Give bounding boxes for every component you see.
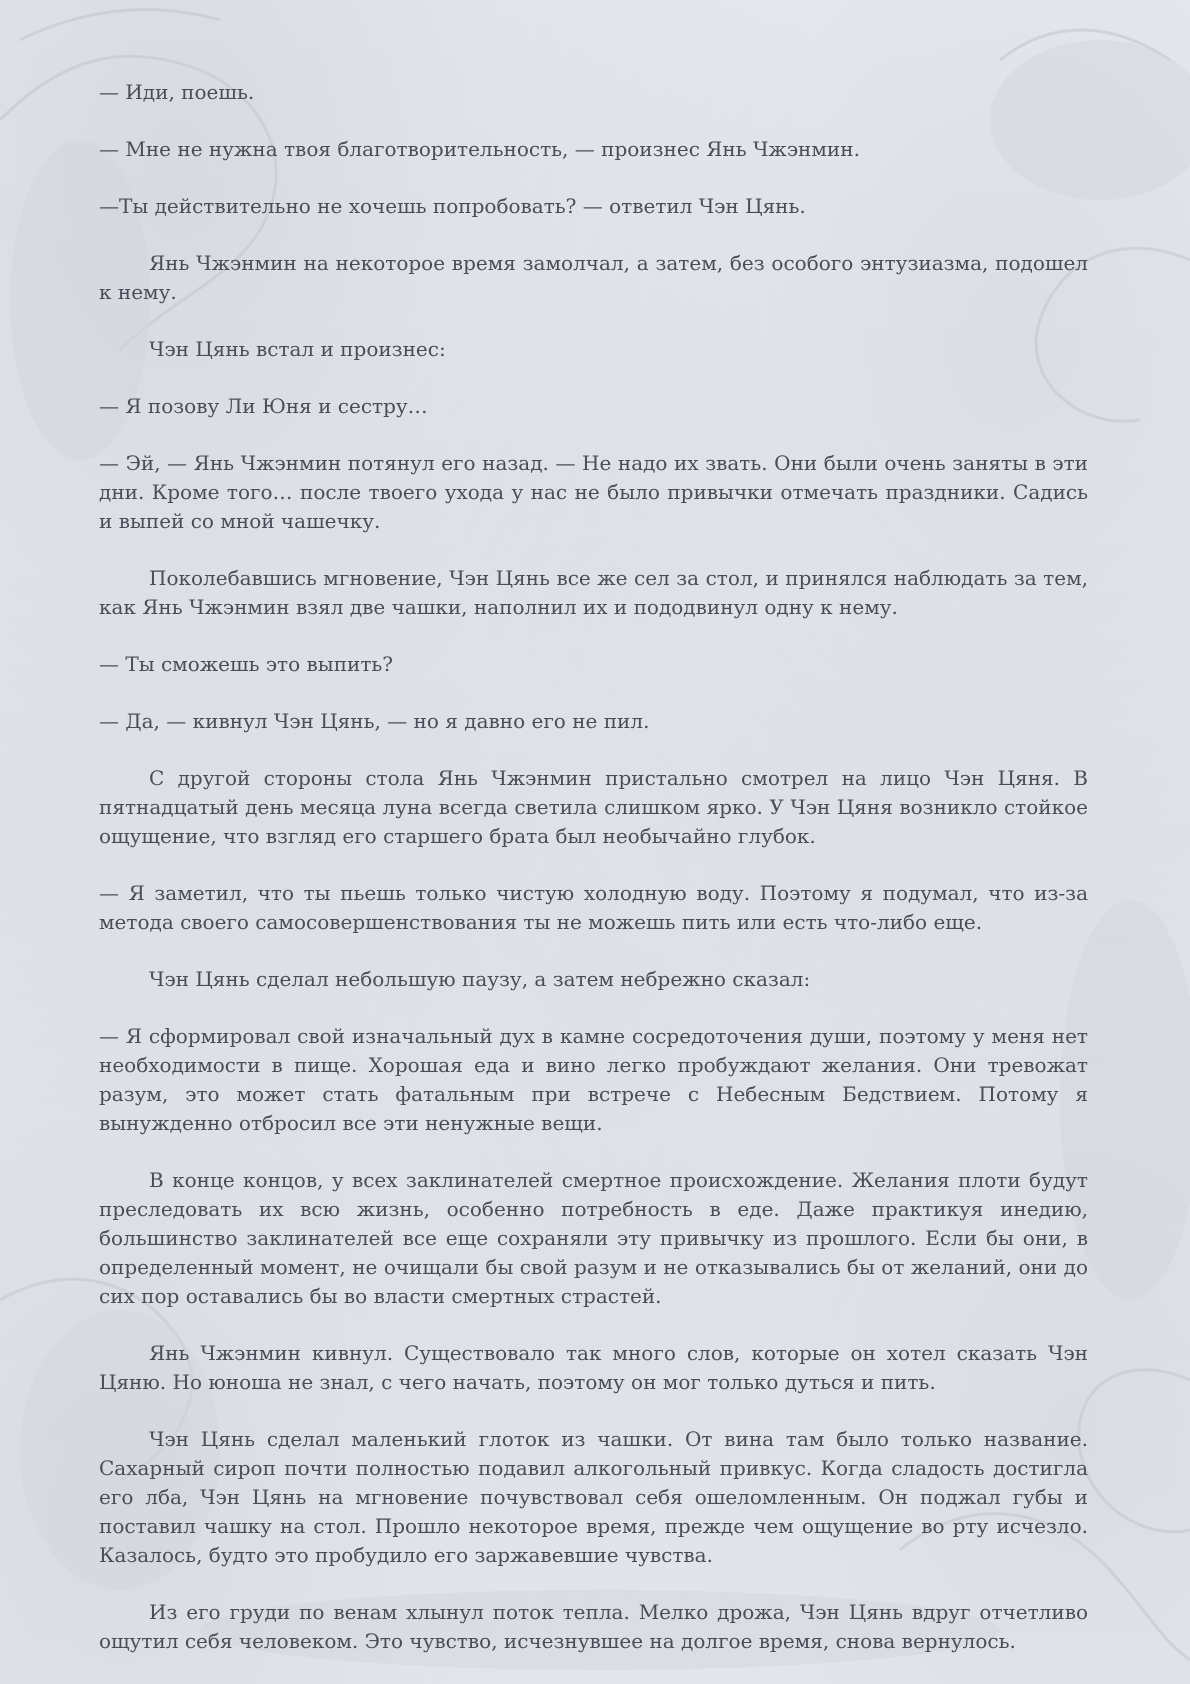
paragraph: Чэн Цянь встал и произнес: [149,337,446,361]
paragraph: — Эй, — Янь Чжэнмин потянул его назад. — Не надо их звать. Они были очень заняты в эти дни. Кроме того… после твоего ухода у нас не было привычки отмечать праздники. Садись и выпей со мной чашечку. [99,451,1088,533]
paragraph: — Ты сможешь это выпить? [99,652,394,676]
paragraph: —Ты действительно не хочешь попробовать? — ответил Чэн Цянь. [99,194,806,218]
body-text [99,78,1088,1684]
paragraph: Чэн Цянь сделал небольшую паузу, а затем небрежно сказал: [149,967,811,991]
paragraph: — Мне не нужна твоя благотворительность, — произнес Янь Чжэнмин. [99,137,860,161]
paragraph: — Я заметил, что ты пьешь только чистую холодную воду. Поэтому я подумал, что из-за метода своего самосовершенствования ты не можешь пить или есть что-либо еще. [99,881,1088,934]
paragraph: Янь Чжэнмин на некоторое время замолчал, а затем, без особого энтузиазма, подошел к нему. [99,251,1088,304]
paragraph: В конце концов, у всех заклинателей смертное происхождение. Желания плоти будут преследовать их всю жизнь, особенно потребность в еде. Даже практикуя инедию, большинство заклинателей все еще сохраняли эту привычку из прошлого. Если бы они, в определенный момент, не очищали бы свой разум и не отказывались бы от желаний, они до сих пор оставались бы во власти смертных страстей. [99,1168,1088,1308]
paragraph: — Иди, поешь. [99,80,255,104]
paragraph: С другой стороны стола Янь Чжэнмин пристально смотрел на лицо Чэн Цяня. В пятнадцатый день месяца луна всегда светила слишком ярко. У Чэн Цяня возникло стойкое ощущение, что взгляд его старшего брата был необычайно глубок. [99,766,1088,848]
paragraph: — Да, — кивнул Чэн Цянь, — но я давно его не пил. [99,709,650,733]
paragraph: — Я позову Ли Юня и сестру… [99,394,428,418]
paragraph: — Я сформировал свой изначальный дух в камне сосредоточения души, поэтому у меня нет необходимости в пище. Хорошая еда и вино легко пробуждают желания. Они тревожат разум, это может стать фатальным при встрече с Небесным Бедствием. Потому я вынужденно отбросил все эти ненужные вещи. [99,1024,1088,1135]
paragraph: Чэн Цянь сделал маленький глоток из чашки. От вина там было только название. Сахарный сироп почти полностью подавил алкогольный привкус. Когда сладость достигла его лба, Чэн Цянь на мгновение почувствовал себя ошеломленным. Он поджал губы и поставил чашку на стол. Прошло некоторое время, прежде чем ощущение во рту исчезло. Казалось, будто это пробудило его заржавевшие чувства. [99,1427,1088,1567]
paragraph: Янь Чжэнмин кивнул. Существовало так много слов, которые он хотел сказать Чэн Цяню. Но юноша не знал, с чего начать, поэтому он мог только дуться и пить. [99,1341,1088,1394]
paragraph: Поколебавшись мгновение, Чэн Цянь все же сел за стол, и принялся наблюдать за тем, как Янь Чжэнмин взял две чашки, наполнил их и пододвинул одну к нему. [99,566,1088,619]
paragraph: Из его груди по венам хлынул поток тепла. Мелко дрожа, Чэн Цянь вдруг отчетливо ощутил себя человеком. Это чувство, исчезнувшее на долгое время, снова вернулось. [99,1600,1088,1653]
